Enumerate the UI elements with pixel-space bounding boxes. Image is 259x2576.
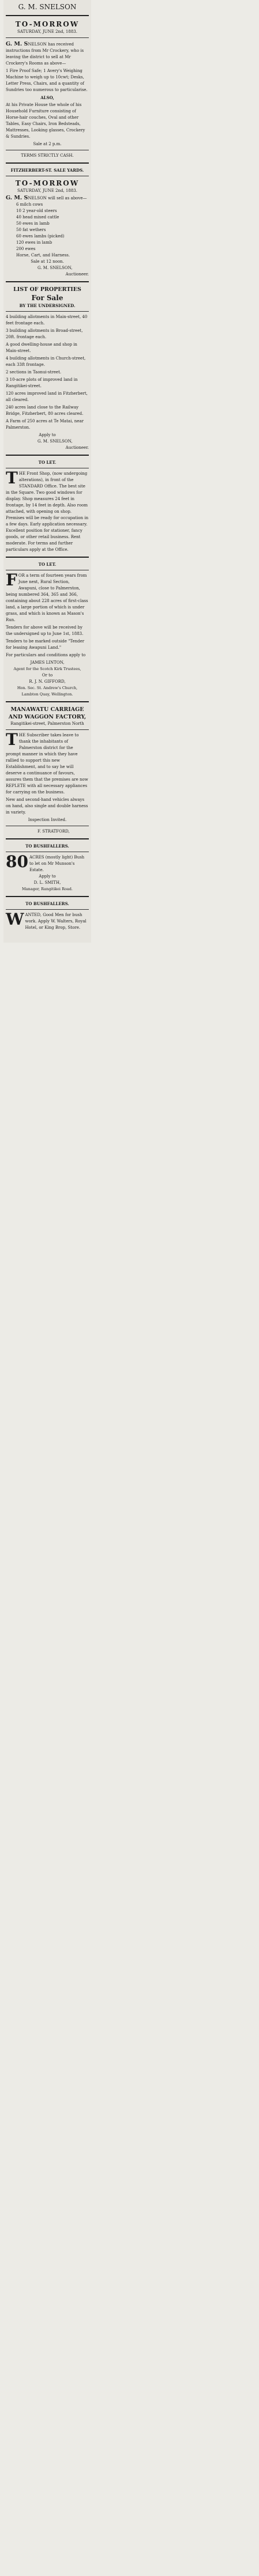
ad-date: SATURDAY, JUNE 2nd, 1883. — [17, 188, 77, 193]
ad-date: SATURDAY, JUNE 2nd, 1883. — [17, 29, 77, 34]
signature: F. STRATFORD, — [37, 829, 70, 834]
contact-role: Hon. Sec. St. Andrew's Church, — [17, 686, 78, 690]
ad-intro: NELSON has received instructions from Mr Crockery, who is leaving the district to sell at Mr Crockery's Rooms as above— — [6, 42, 84, 66]
initials: G. M. S — [6, 195, 28, 201]
or-to: Or to — [42, 673, 53, 678]
list-item: 2 sections in Taonui-street. — [6, 370, 62, 375]
ad-tomorrow-crockery — [6, 20, 89, 159]
divider — [6, 838, 89, 839]
ad-by: BY THE UNDERSIGNED. — [19, 303, 76, 308]
ad-body — [6, 194, 89, 202]
list-item: 10 2 year-old steers — [16, 209, 57, 213]
divider — [6, 311, 89, 312]
ad-body — [6, 468, 89, 553]
apply-to: Apply to — [39, 874, 56, 879]
ad-heading: TO LET. — [38, 562, 57, 567]
drop-cap: T — [6, 730, 18, 749]
list-item: 120 ewes in lamb — [16, 240, 52, 245]
list-item: A Farm of 250 acres at Te Matai, near Palmerston. — [6, 419, 84, 430]
list-item: 50 fat wethers — [16, 228, 46, 232]
ad-heading: TO LET. — [38, 460, 57, 465]
signature: G. M. SNELSON, — [37, 266, 73, 270]
apply-to: Apply to — [39, 433, 56, 437]
divider — [6, 896, 89, 897]
ad-properties — [6, 286, 89, 451]
ad-intro: NELSON will sell as above— — [28, 196, 87, 201]
ad-bushfallers-wanted — [6, 901, 89, 931]
ad-subtitle: For Sale — [31, 294, 63, 302]
ad-also: ALSO, — [40, 95, 54, 100]
list-item: 3 building allotments in Broad-street, 20ft. frontage each. — [6, 328, 83, 339]
divider — [6, 701, 89, 702]
contact-address: Lambton Quay, Wellington. — [21, 692, 73, 697]
ad-headline: TO-MORROW — [15, 20, 80, 28]
sale-time: Sale at 2 p.m. — [33, 142, 62, 146]
ad-sale-yards — [6, 167, 89, 278]
divider — [6, 557, 89, 558]
ad-bushfallers-80 — [6, 843, 89, 892]
ad-to-let-land — [6, 561, 89, 698]
ad-body — [6, 732, 89, 796]
signature-role: Auctioneer. — [65, 272, 89, 277]
ad-text: ACRES (mostly light) Bush to let on Mr Munson's Estate. — [29, 855, 85, 872]
ad-address: Rangitikei-street, Palmerston North — [10, 721, 84, 726]
ad-to-let-shop — [6, 459, 89, 553]
divider — [6, 37, 89, 38]
ad-carriage-factory — [6, 706, 89, 835]
newspaper-column — [3, 0, 91, 943]
list-item: 240 acres land close to the Railway Bridge, Fitzherbert, 80 acres cleared. — [6, 405, 84, 416]
contact-name: D. L. SMITH, — [33, 880, 61, 885]
list-item: 4 building allotments in Main-street, 40 feet frontage each. — [6, 315, 88, 326]
venue: FITZHERBERT-ST. SALE YARDS. — [10, 168, 84, 173]
contact-role: Agent for the Scotch Kirk Trustees, — [13, 667, 81, 671]
contact-name: JAMES LINTON, — [30, 660, 65, 665]
ad-body — [6, 854, 89, 873]
ad-body — [6, 912, 89, 931]
ad-text: HE Subscriber takes leave to thank the inhabitants of Palmerston district for the prompt manner in which they have rallied to support this new Establishment, and to say he will deserve a continuance of favours, assures them that the premises are now REPLETE with all necessary appliances for carrying on the business. — [6, 733, 88, 795]
divider — [6, 729, 89, 730]
stock-list — [6, 202, 89, 259]
drop-cap: W — [6, 910, 24, 929]
ad-body — [6, 570, 89, 623]
auctioneer-header: G. M. SNELSON — [18, 3, 77, 11]
ad-headline: TO-MORROW — [15, 179, 80, 187]
divider — [6, 455, 89, 456]
list-item: 120 acres improved land in Fitzherbert, all cleared. — [6, 391, 88, 402]
ad-text: HE Front Shop, (now undergoing alterations), in front of the STANDARD Office. The best site in the Square. Two good windows for display. Shop measures 24 feet in frontage, by 14 feet in depth. Also room attached, with opening on shop. Premises will be ready for occupation in a few days. Early application necessary. Excellent position for stationer, fancy goods, or other retail business. Rent moderate. For terms and further particulars apply at the Office. — [6, 471, 89, 552]
list-item: 60 ewes lambs (picked) — [16, 234, 65, 239]
ad-heading: TO BUSHFALLERS. — [25, 843, 69, 849]
contact-name: R. J. N. GIFFORD, — [29, 679, 66, 684]
list-item: 3 10-acre plots of improved land in Rangitikei-street. — [6, 377, 78, 388]
particulars: For particulars and conditions apply to — [6, 653, 86, 657]
endorse: Tenders to be marked outside "Tender for leasing Awapuni Land." — [6, 639, 85, 650]
list-item: 50 ewes in lamb — [16, 221, 50, 226]
drop-cap: F — [6, 570, 17, 589]
tenders: Tenders for above will be received by the undersigned up to June 1st, 1883. — [6, 625, 84, 636]
ad-title: MANAWATU CARRIAGE AND WAGGON FACTORY, — [8, 706, 87, 720]
sale-time: Sale at 12 noon. — [31, 259, 64, 264]
list-item: 200 ewes — [16, 247, 36, 251]
ad-text: OR a term of fourteen years from June next, Rural Section, Awapuni, close to Palmerston, being numbered 364, 365 and 366, containing about 228 acres of first-class land, a large portion of which is under grass, and which is known as Mason's Run. — [6, 573, 88, 622]
list-item: A good dwelling-house and shop in Main-street. — [6, 342, 77, 353]
divider — [6, 15, 89, 16]
list-item: 4 building allotments in Church-street, each 33ft frontage. — [6, 356, 86, 367]
divider — [6, 162, 89, 164]
list-item: 6 milch cows — [16, 202, 43, 207]
contact-role: Manager, Rangitikei Road. — [21, 887, 73, 891]
ad-also-text: At his Private House the whole of his Household Furniture consisting of Horse-hair couches, Oval and other Tables, Easy Chairs, Iron Bedsteads, Mattresses, Looking glasses, Crockery & Sundries. — [6, 103, 85, 139]
terms: TERMS STRICTLY CASH. — [21, 153, 74, 158]
drop-cap: T — [6, 468, 18, 487]
ad-text: ANTED, Good Men for bush work. Apply W. Walters, Royal Hotel, or King Brop, Store. — [25, 913, 87, 930]
ad-items: 1 Fire Proof Safe; 1 Avery's Weighing Machine to weigh up to 10cwt; Desks, Letter Press, Chairs, and a quantity of Sundries too numerous to particularise. — [6, 69, 88, 92]
big-number: 80 — [6, 852, 28, 871]
signature: G. M. SNELSON, — [37, 439, 73, 444]
list-item: 40 head mixed cattle — [16, 215, 59, 220]
initials: G. M. S — [6, 41, 28, 47]
ad-body — [6, 40, 89, 67]
divider — [6, 281, 89, 282]
inspection: Inspection Invited. — [28, 818, 67, 822]
ad-heading: TO BUSHFALLERS. — [25, 901, 69, 906]
ad-text: New and second-hand vehicles always on hand, also single and double harness in variety. — [6, 797, 88, 815]
signature-role: Auctioneer. — [65, 445, 89, 450]
list-item: Horse, Cart, and Harness. — [16, 253, 70, 258]
ad-title: LIST OF PROPERTIES — [13, 286, 81, 293]
